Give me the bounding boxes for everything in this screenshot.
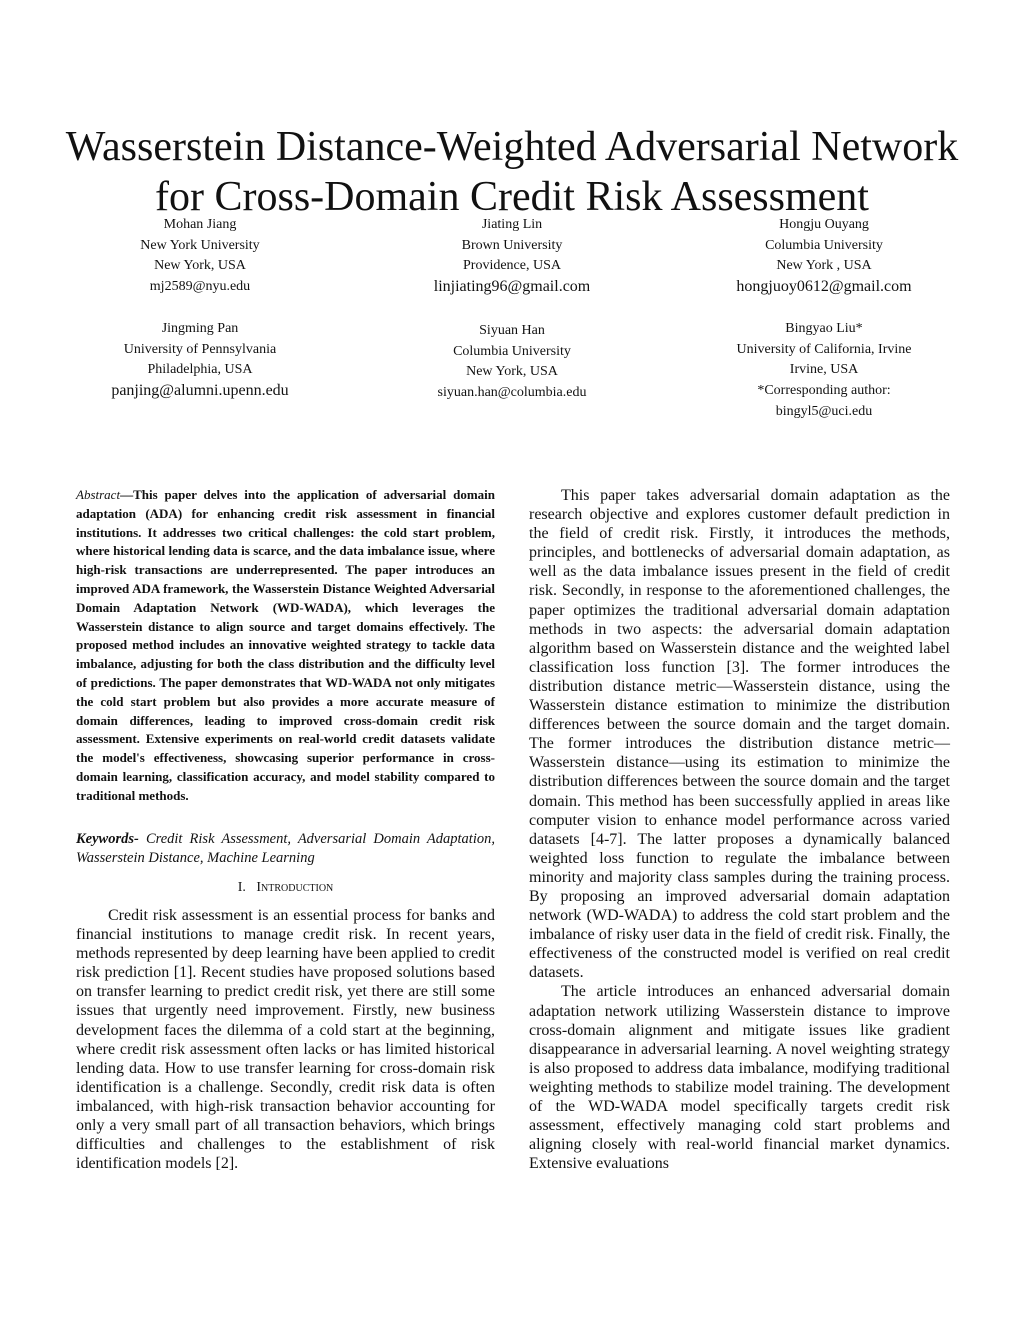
introduction-paragraph-1: Credit risk assessment is an essential process for banks and financial institutions to manage credit risk. In recent years, methods represented by deep learning have been applied to credit risk prediction [1]. Recent studies have proposed solutions based on transfer learning to predict credit risk, yet there are still some issues that urgently need improvement. Firstly, new business development faces the dilemma of a cold start at the beginning, where credit risk assessment often lacks or has limited historical lending data. How to use transfer learning for cross-domain risk identification is a challenge. Secondly, credit risk data is often imbalanced, with high-risk transaction behavior accounting for only a very small part of all transaction behaviors, which brings difficulties and challenges to the establishment of risk identification models [2]. bbox=[76, 907, 495, 1173]
title-line-1: Wasserstein Distance-Weighted Adversarial Network bbox=[65, 124, 959, 170]
keywords-text: Credit Risk Assessment, Adversarial Domain Adaptation, Wasserstein Distance, Machine Learning bbox=[76, 831, 495, 866]
introduction-column bbox=[76, 906, 495, 1173]
section-heading-introduction bbox=[76, 879, 495, 897]
right-column bbox=[529, 486, 950, 1173]
right-paragraph-1: This paper takes adversarial domain adaptation as the research objective and explores customer default prediction in the field of credit risk. Firstly, it introduces the methods, principles, and bottlenecks of adversarial domain adaptation, as well as the data imbalance issues present in the field of credit risk. Secondly, in response to the aforementioned challenges, the paper optimizes the traditional adversarial domain adaptation methods in two aspects: the adversarial domain adaptation algorithm based on Wasserstein distance and the weighted label classification loss function [3]. The former introduces the distribution distance metric—Wasserstein distance, using the Wasserstein distance estimation to minimize the distribution differences between the source domain and the target domain. The former introduces the distribution distance metric—Wasserstein distance—using its estimation to minimize the distribution differences between the source domain and the target domain. This method has been successfully applied in areas like computer vision to enhance model performance across varied datasets [4-7]. The latter proposes a dynamically balanced weighted loss function to regulate the imbalance between minority and majority class samples during the training process. By proposing an improved adversarial domain adaptation network (WD-WADA) to address the cold start problem and the imbalance of risky user data in the field of credit risk. Finally, the effectiveness of the constructed model is verified on real credit datasets. bbox=[529, 487, 950, 982]
author-block-5 bbox=[400, 321, 624, 404]
author-name: Mohan Jiang bbox=[163, 217, 237, 232]
author-name: Hongju Ouyang bbox=[779, 217, 869, 232]
author-block-6 bbox=[712, 319, 936, 423]
author-affiliation: Brown University bbox=[461, 237, 563, 253]
abstract-text: This paper delves into the application of adversarial domain adaptation (ADA) for enhancing credit risk assessment in financial institutions. It addresses two critical challenges: the cold start problem, where historical lending data is scarce, and the data imbalance issue, where high-risk transactions are underrepresented. The paper introduces an improved ADA framework, the Wasserstein Distance Weighted Adversarial Domain Adaptation Network (WD-WADA), which leverages the Wasserstein distance to align source and target domains effectively. The proposed method includes an innovative weighted strategy to tackle data imbalance, adjusting for both the class distribution and the difficulty level of predictions. The paper demonstrates that WD-WADA not only mitigates the cold start problem but also provides a more accurate measure of domain differences, leading to improved cross-domain credit risk assessment. Extensive experiments on real-world credit datasets validate the model's effectiveness, showcasing superior performance in cross-domain learning, classification accuracy, and model stability compared to traditional methods. bbox=[76, 487, 495, 803]
author-block-3 bbox=[712, 215, 936, 298]
author-name: Jingming Pan bbox=[161, 321, 239, 336]
author-location: New York, USA bbox=[154, 258, 246, 274]
author-email[interactable]: siyuan.han@columbia.edu bbox=[437, 385, 587, 401]
author-affiliation: University of California, Irvine bbox=[736, 341, 912, 357]
author-location: Irvine, USA bbox=[789, 362, 859, 378]
abstract-dash: — bbox=[120, 487, 134, 502]
abstract-label: Abstract bbox=[76, 487, 121, 502]
author-email[interactable]: mj2589@nyu.edu bbox=[149, 279, 251, 295]
author-block-2 bbox=[400, 215, 624, 298]
author-email[interactable]: hongjuoy0612@gmail.com bbox=[736, 278, 912, 296]
section-title: Introduction bbox=[256, 880, 334, 895]
keywords bbox=[76, 830, 495, 868]
author-location: Philadelphia, USA bbox=[147, 362, 253, 378]
author-email[interactable]: linjiating96@gmail.com bbox=[433, 278, 591, 296]
right-paragraph-2: The article introduces an enhanced adversarial domain adaptation network utilizing Wasserstein distance to improve cross-domain alignment and mitigate issues like gradient disappearance in adversarial learning. A novel weighting strategy is also proposed to address data imbalance, modifying traditional weighting methods to stabilize model training. The development of the WD-WADA model specifically targets credit risk assessment, effectively managing cold start problems and aligning closely with real-world financial market dynamics. Extensive evaluations bbox=[529, 983, 950, 1173]
corresponding-author-note: *Corresponding author: bbox=[757, 383, 891, 399]
keywords-label: Keywords- bbox=[76, 831, 139, 847]
author-block-4 bbox=[90, 319, 310, 402]
author-name: Bingyao Liu* bbox=[785, 321, 863, 336]
author-name: Siyuan Han bbox=[479, 323, 545, 338]
abstract bbox=[76, 486, 495, 806]
author-name: Jiating Lin bbox=[481, 217, 543, 232]
section-number: I. bbox=[237, 880, 246, 895]
author-email[interactable]: panjing@alumni.upenn.edu bbox=[111, 382, 289, 400]
paper-title bbox=[40, 122, 984, 222]
author-affiliation: Columbia University bbox=[765, 237, 883, 253]
author-block-1 bbox=[100, 215, 300, 298]
author-email[interactable]: bingyl5@uci.edu bbox=[775, 403, 873, 419]
author-affiliation: University of Pennsylvania bbox=[123, 341, 277, 357]
author-affiliation: New York University bbox=[140, 237, 260, 253]
author-location: New York , USA bbox=[776, 258, 872, 274]
title-line-2: for Cross-Domain Credit Risk Assessment bbox=[155, 174, 869, 220]
author-location: Providence, USA bbox=[463, 258, 561, 274]
author-affiliation: Columbia University bbox=[453, 343, 571, 359]
author-location: New York, USA bbox=[466, 364, 558, 380]
